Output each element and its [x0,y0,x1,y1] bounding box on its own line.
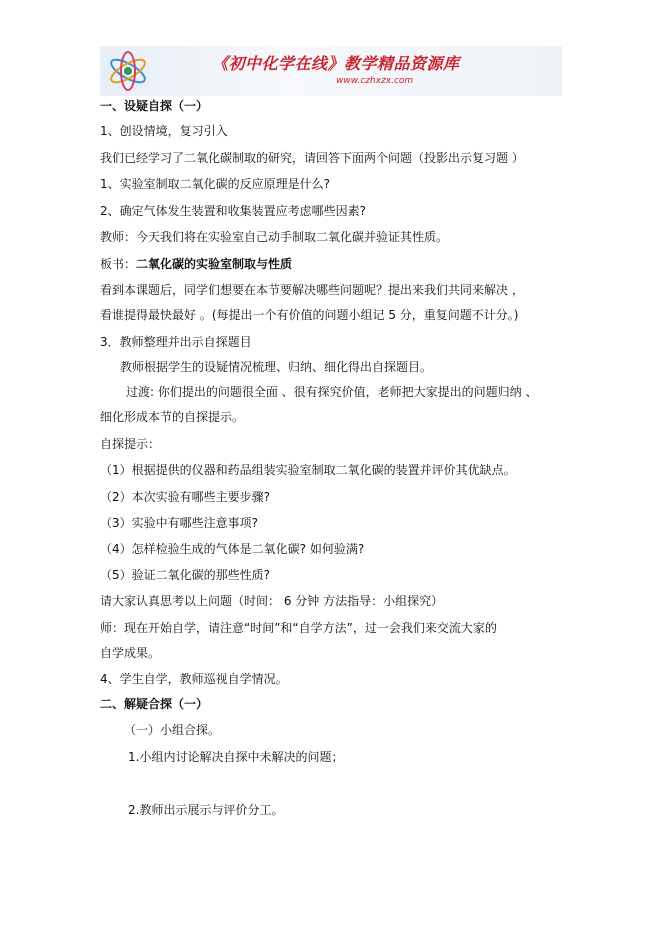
hint-item: （3）实验中有哪些注意事项? [100,516,259,530]
self-study-line-2: 自学成果。 [100,646,161,660]
section-heading-1: 一、设疑自探（一） [100,99,209,113]
board-note [100,256,292,272]
review-intro: 我们已经学习了二氧化碳制取的研究，请回答下面两个问题（投影出示复习题 ） [100,151,524,165]
task-item-2: 2.教师出示展示与评价分工。 [128,803,284,817]
think-instruction: 请大家认真思考以上问题（时间： 6 分钟 方法指导：小组探究） [100,594,444,608]
atom-logo-icon [106,48,150,94]
step-1-title: 1、创设情境，复习引入 [100,124,228,138]
task-item-1: 1.小组内讨论解决自探中未解决的问题； [128,750,344,764]
board-label: 板书： [100,257,137,271]
section-heading-2: 二、解疑合探（一） [100,697,209,711]
review-question-1: 1、实验室制取二氧化碳的反应原理是什么? [100,177,331,191]
hint-item: （1）根据提供的仪器和药品组装实验室制取二氧化碳的装置并评价其优缺点。 [100,463,516,477]
board-text: 二氧化碳的实验室制取与性质 [136,257,293,271]
hint-item: （4）怎样检验生成的气体是二氧化碳? 如何验满? [100,542,365,556]
hint-item: （2）本次实验有哪些主要步骤? [100,490,271,504]
teacher-organize-text: 教师根据学生的设疑情况梳理、归纳、细化得出自探题目。 [120,360,433,374]
banner-url: www.czhxzx.com [336,76,414,86]
banner-title: 《初中化学在线》教学精品资源库 [212,54,460,73]
question-prompt-line-2: 看谁提得最快最好 。(每提出一个有价值的问题小组记 5 分，重复问题不计分。) [100,308,519,322]
step-3-title: 3．教师整理并出示自探题目 [100,335,252,349]
question-prompt-line-1: 看到本课题后，同学们想要在本节要解决哪些问题呢？提出来我们共同来解决 ， [100,283,524,297]
transition-line-2: 细化形成本节的自探提示。 [100,410,245,424]
hint-item: （5）验证二氧化碳的那些性质? [100,568,271,582]
transition-line-1: 过渡: 你们提出的问题很全面 、很有探究价值，老师把大家提出的问题归纳 、 [126,385,538,399]
hint-label: 自探提示： [100,437,161,451]
review-question-2: 2、确定气体发生装置和收集装置应考虑哪些因素? [100,204,367,218]
self-study-line-1: 师：现在开始自学，请注意“时间”和“自学方法”，过一会我们来交流大家的 [100,621,497,635]
teacher-statement: 教师：今天我们将在实验室自己动手制取二氧化碳并验证其性质。 [100,230,449,244]
header-banner [100,46,562,96]
step-4-title: 4、学生自学，教师巡视自学情况。 [100,672,288,686]
group-explore-title: （一）小组合探。 [124,723,221,737]
